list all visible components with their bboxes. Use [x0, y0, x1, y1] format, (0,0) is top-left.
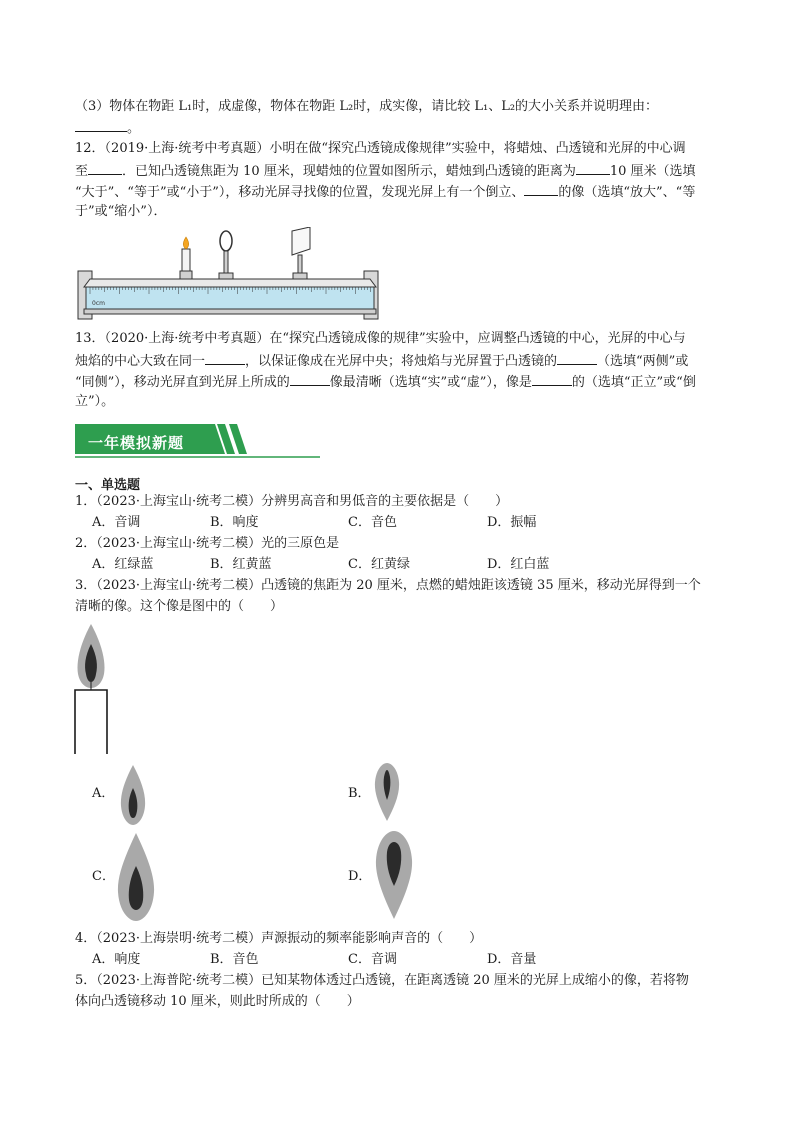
q11-part3-line1: （3）物体在物距 L₁时，成虚像，物体在物距 L₂时，成实像，请比较 L₁、L₂的大小关系并说明理由：	[75, 99, 659, 114]
light-screen	[292, 227, 310, 255]
candle-holder	[180, 271, 192, 279]
screen-holder	[293, 273, 307, 279]
q3-stem-line2: 清晰的像。这个像是图中的（ ）	[75, 599, 284, 614]
bench-top	[84, 279, 376, 287]
q13-text: 烛焰的中心大致在同一	[75, 354, 206, 369]
q3-option-a[interactable]: A．	[92, 786, 115, 801]
bench-base	[84, 309, 376, 314]
q3-option-d[interactable]: D．	[348, 869, 372, 884]
lens-stand	[224, 251, 228, 275]
q1-option-b[interactable]: B．响度	[210, 515, 259, 530]
q2-option-c[interactable]: C．红黄绿	[348, 557, 410, 572]
q12-line1: 12．（2019·上海·统考中考真题）小明在做“探究凸透镜成像规律”实验中，将蜡烛、凸透镜和光屏的中心调	[75, 141, 686, 156]
q1-option-c[interactable]: C．音色	[348, 515, 397, 530]
q2-option-a[interactable]: A．红绿蓝	[92, 557, 154, 572]
answer-blank[interactable]	[576, 162, 610, 175]
q3-option-d-flame-icon[interactable]	[372, 830, 416, 920]
q4-option-b[interactable]: B．音色	[210, 952, 259, 967]
q12-line4: 于”或“缩小”）．	[75, 204, 167, 219]
q12-line3	[75, 183, 695, 201]
q12-text: “大于”、“等于”或“小于”），移动光屏寻找像的位置，发现光屏上有一个倒立、	[75, 185, 525, 200]
q3-option-b[interactable]: B．	[348, 786, 371, 801]
q1-stem: 1．（2023·上海宝山·统考二模）分辨男高音和男低音的主要依据是（ ）	[75, 494, 509, 509]
q2-stem: 2．（2023·上海宝山·统考二模）光的三原色是	[75, 536, 340, 551]
ruler-scale	[86, 287, 374, 309]
lens-holder	[219, 273, 233, 279]
answer-blank[interactable]	[290, 373, 330, 386]
q3-option-b-flame-icon[interactable]	[371, 762, 403, 822]
q13-line2	[75, 352, 688, 370]
q13-line4: 立”）。	[75, 394, 115, 409]
q2-option-d[interactable]: D．红白蓝	[487, 557, 550, 572]
q4-option-c[interactable]: C．音调	[348, 952, 397, 967]
q4-stem: 4．（2023·上海崇明·统考二模）声源振动的频率能影响声音的（ ）	[75, 931, 483, 946]
q4-option-a[interactable]: A．响度	[92, 952, 141, 967]
answer-blank[interactable]	[205, 352, 245, 365]
answer-blank[interactable]	[532, 373, 572, 386]
convex-lens-icon	[220, 231, 232, 251]
q3-option-c-flame-icon[interactable]	[114, 832, 158, 922]
q13-line3	[75, 373, 696, 391]
q1-option-d[interactable]: D．振幅	[487, 515, 537, 530]
q13-text: “同侧”），移动光屏直到光屏上所成的	[75, 375, 290, 390]
candle-flame-icon	[183, 237, 188, 249]
ruler-zero-label: 0cm	[92, 300, 105, 307]
candle-body	[75, 690, 107, 754]
optical-bench-figure	[74, 227, 384, 325]
q13-text: ，以保证像成在光屏中央；将烛焰与光屏置于凸透镜的	[245, 354, 558, 369]
q12-text: 的像（选填“放大”、“等	[558, 185, 696, 200]
q2-option-b[interactable]: B．红黄蓝	[210, 557, 272, 572]
q13-text: 的（选填“正立”或“倒	[571, 375, 696, 390]
q12-text: ．已知凸透镜焦距为 10 厘米，现蜡烛的位置如图所示，蜡烛到凸透镜的距离为	[122, 164, 576, 179]
q3-stem-line1: 3．（2023·上海宝山·统考二模）凸透镜的焦距为 20 厘米，点燃的蜡烛距该透镜 35 厘米，移动光屏得到一个	[75, 578, 701, 593]
q13-text: （选填“两侧”或	[597, 354, 689, 369]
q4-option-d[interactable]: D．音量	[487, 952, 537, 967]
q5-stem-line2: 体向凸透镜移动 10 厘米，则此时所成的（ ）	[75, 994, 360, 1009]
section-title: 一年模拟新题	[88, 434, 185, 452]
punct: 。	[127, 121, 141, 136]
q13-text: 像最清晰（选填“实”或“虚”），像是	[329, 375, 532, 390]
candle-object-figure	[70, 622, 112, 756]
q12-line2	[75, 162, 696, 180]
q5-stem-line1: 5．（2023·上海普陀·统考二模）已知某物体透过凸透镜，在距离透镜 20 厘米的光屏上成缩小的像，若将物	[75, 973, 689, 988]
q13-line1: 13．（2020·上海·统考中考真题）在“探究凸透镜成像的规律”实验中，应调整凸透镜的中心，光屏的中心与	[75, 331, 686, 346]
q11-part3-line2	[75, 119, 140, 137]
answer-blank[interactable]	[75, 119, 127, 132]
q3-option-c[interactable]: C．	[92, 869, 115, 884]
screen-stand	[298, 255, 302, 275]
candle	[182, 249, 190, 271]
q12-text: 至	[75, 164, 89, 179]
q3-option-a-flame-icon[interactable]	[116, 764, 150, 826]
answer-blank[interactable]	[524, 183, 558, 196]
q12-text: 10 厘米（选填	[609, 164, 696, 179]
answer-blank[interactable]	[557, 352, 597, 365]
section-subtitle: 一、单选题	[75, 478, 141, 493]
answer-blank[interactable]	[88, 162, 122, 175]
q1-option-a[interactable]: A．音调	[92, 515, 141, 530]
